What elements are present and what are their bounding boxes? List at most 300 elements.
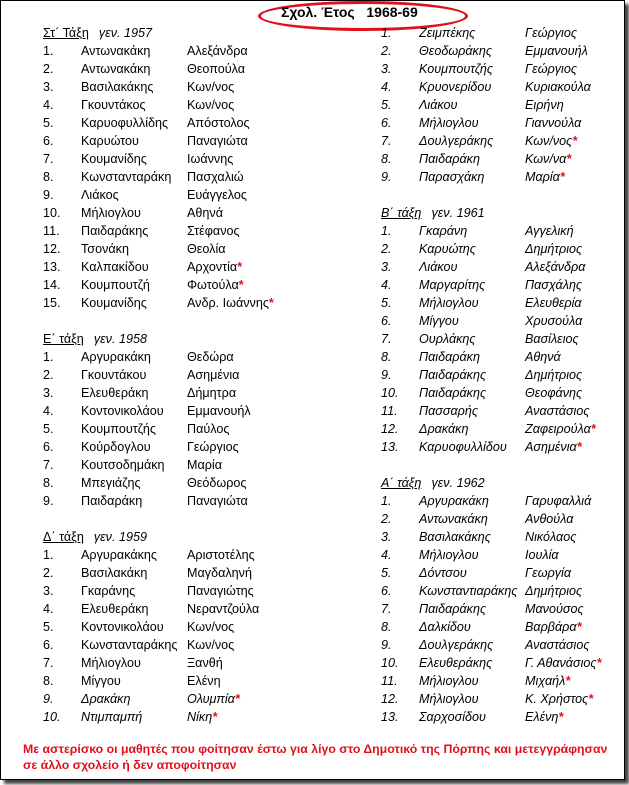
asterisk-mark: * (596, 656, 602, 670)
student-surname: Ελευθεράκη (81, 602, 149, 616)
row-number: 8. (381, 152, 392, 166)
student-firstname-cell (187, 672, 221, 690)
student-firstname: Απόστολος (187, 116, 250, 130)
student-firstname-cell (525, 24, 577, 42)
row-number: 6. (381, 314, 392, 328)
student-row (43, 384, 343, 402)
student-row (43, 60, 343, 78)
student-surname: Κουμπουτζής (81, 422, 156, 436)
student-firstname: Στέφανος (187, 224, 240, 238)
student-surname: Βασιλακάκη (81, 566, 148, 580)
student-row (43, 222, 343, 240)
student-firstname: Κων/νος (187, 620, 235, 634)
student-firstname: Δημήτριος (525, 242, 583, 256)
student-firstname: Ανδρ. Ιωάννης (187, 296, 269, 310)
asterisk-mark: * (576, 620, 582, 634)
student-firstname: Ασημένια (525, 440, 577, 454)
student-firstname: Ιωάννης (187, 152, 234, 166)
student-firstname: Χρυσούλα (525, 314, 583, 328)
row-number: 7. (43, 656, 54, 670)
student-row (43, 78, 343, 96)
student-surname: Δρακάκη (81, 692, 131, 706)
student-row (381, 258, 621, 276)
student-row (381, 384, 621, 402)
right-column (381, 24, 621, 726)
student-surname: Ζειμπέκης (419, 26, 476, 40)
row-number: 9. (381, 368, 392, 382)
group-spacer (43, 312, 343, 330)
row-number: 2. (43, 566, 54, 580)
student-firstname-cell (187, 114, 250, 132)
asterisk-mark: * (565, 674, 571, 688)
student-firstname: Αθηνά (525, 350, 561, 364)
student-firstname-cell (525, 258, 585, 276)
student-row (381, 222, 621, 240)
student-firstname: Μιχαήλ (525, 674, 566, 688)
student-firstname-cell (187, 618, 234, 636)
student-surname: Μήλιογλου (419, 296, 479, 310)
student-firstname-cell (525, 168, 565, 186)
student-row (381, 330, 621, 348)
student-surname: Παιδαράκης (419, 386, 487, 400)
student-firstname-cell (187, 582, 254, 600)
class-label: Α΄ τάξη (381, 476, 422, 490)
student-row (381, 672, 621, 690)
student-firstname: Δημήτριος (525, 584, 583, 598)
student-firstname: Παναγιώτης (187, 584, 254, 598)
student-surname: Κωνστανταράκης (81, 638, 178, 652)
student-row (381, 492, 621, 510)
student-firstname-cell (525, 312, 582, 330)
student-firstname: Νεραντζούλα (187, 602, 260, 616)
student-firstname-cell (187, 402, 251, 420)
row-number: 5. (381, 296, 392, 310)
student-firstname-cell (525, 222, 574, 240)
asterisk-mark: * (566, 152, 572, 166)
student-firstname: Πασχάλης (525, 278, 583, 292)
row-number: 3. (43, 386, 54, 400)
student-surname: Ντιμπαμπή (81, 710, 143, 724)
student-firstname-cell (525, 420, 596, 438)
student-surname: Κουμπουτζή (81, 278, 150, 292)
row-number: 13. (381, 710, 399, 724)
student-firstname: Αθηνά (187, 206, 223, 220)
student-row (381, 96, 621, 114)
student-firstname-cell (525, 492, 591, 510)
student-firstname: Θεδώρα (187, 350, 234, 364)
row-number: 5. (43, 620, 54, 634)
student-surname: Δαλκίδου (419, 620, 471, 634)
student-firstname-cell (525, 528, 576, 546)
student-firstname-cell (525, 510, 573, 528)
class-header (381, 474, 621, 492)
student-surname: Παιδαράκης (419, 602, 487, 616)
student-row (43, 546, 343, 564)
student-firstname: Ειρήνη (525, 98, 564, 112)
student-row (381, 150, 621, 168)
student-firstname-cell (187, 240, 226, 258)
student-firstname-cell (187, 348, 234, 366)
student-row (43, 42, 343, 60)
student-row (381, 582, 621, 600)
student-row (381, 24, 621, 42)
student-firstname: Μανούσος (525, 602, 584, 616)
row-number: 8. (381, 620, 392, 634)
class-header (381, 204, 621, 222)
student-surname: Ελευθεράκη (81, 386, 149, 400)
student-surname: Αντωνακάκη (419, 512, 488, 526)
row-number: 10. (381, 386, 399, 400)
student-surname: Δόντσου (419, 566, 467, 580)
student-row (381, 510, 621, 528)
student-surname: Αργυρακάκη (81, 350, 151, 364)
student-surname: Κοντονικολάου (81, 404, 164, 418)
student-firstname: Παναγιώτα (187, 494, 248, 508)
row-number: 5. (381, 98, 392, 112)
student-firstname-cell (187, 204, 223, 222)
student-surname: Λιάκου (419, 260, 458, 274)
footnote: Με αστερίσκο οι μαθητές που φοίτησαν έστω για λίγο στο Δημοτικό της Πόρπης και μετεγγράφησαν σε άλλο σχολείο ή δεν αποφοίτησαν (23, 742, 608, 772)
student-firstname-cell (187, 294, 274, 312)
student-row (43, 582, 343, 600)
student-firstname: Ελένη (525, 710, 559, 724)
student-firstname-cell (187, 150, 233, 168)
class-header (43, 528, 343, 546)
student-surname: Μήλιογλου (419, 116, 479, 130)
row-number: 1. (43, 548, 54, 562)
student-firstname: Βασίλειος (525, 332, 579, 346)
row-number: 11. (381, 404, 398, 418)
student-firstname-cell (187, 474, 247, 492)
student-firstname: Μαγδαληνή (187, 566, 252, 580)
student-surname: Κούρδογλου (81, 440, 151, 454)
student-firstname: Γεώργιος (525, 62, 577, 76)
student-firstname: Γεώργιος (187, 440, 239, 454)
student-row (381, 690, 621, 708)
student-firstname: Φωτούλα (187, 278, 239, 292)
birth-year-label: γεν. 1957 (98, 26, 153, 40)
student-firstname: Αλεξάνδρα (187, 44, 248, 58)
row-number: 6. (43, 440, 54, 454)
row-number: 7. (381, 602, 392, 616)
student-firstname: Αρχοντία (187, 260, 238, 274)
student-row (43, 654, 343, 672)
asterisk-mark: * (212, 710, 218, 724)
birth-year-label: γεν. 1959 (93, 530, 147, 544)
row-number: 12. (381, 422, 399, 436)
group-spacer (381, 186, 621, 204)
student-row (43, 348, 343, 366)
student-row (381, 402, 621, 420)
class-label: Στ΄ Τάξη (43, 26, 89, 40)
row-number: 4. (43, 98, 54, 112)
student-surname: Κουμπουτζής (419, 62, 494, 76)
student-firstname-cell (525, 564, 571, 582)
student-firstname: Θεοφάνης (525, 386, 583, 400)
student-firstname-cell (525, 618, 581, 636)
student-row (381, 348, 621, 366)
student-surname: Καρυώτης (419, 242, 476, 256)
row-number: 1. (381, 26, 392, 40)
student-row (43, 456, 343, 474)
student-firstname: Ξανθή (187, 656, 223, 670)
row-number: 14. (43, 278, 61, 292)
student-surname: Βασιλακάκης (81, 80, 154, 94)
group-spacer (381, 456, 621, 474)
student-firstname-cell (525, 366, 582, 384)
row-number: 1. (381, 494, 392, 508)
student-firstname: Ζαφειρούλα (525, 422, 591, 436)
row-number: 2. (381, 44, 392, 58)
row-number: 15. (43, 296, 61, 310)
student-row (381, 42, 621, 60)
student-surname: Μήλιογλου (81, 206, 141, 220)
asterisk-mark: * (238, 278, 244, 292)
asterisk-mark: * (558, 710, 564, 724)
student-firstname-cell (525, 654, 601, 672)
student-row (381, 564, 621, 582)
student-surname: Αντωνακάκη (81, 44, 151, 58)
row-number: 9. (43, 692, 54, 706)
student-firstname: Κων/νος (187, 80, 235, 94)
group-spacer (43, 510, 343, 528)
birth-year-label: γεν. 1958 (93, 332, 147, 346)
student-surname: Καρυοφυλλίδου (419, 440, 507, 454)
row-number: 7. (43, 458, 54, 472)
student-firstname: Δήμητρα (187, 386, 237, 400)
class-header (43, 330, 343, 348)
student-firstname-cell (525, 42, 588, 60)
student-firstname-cell (525, 240, 582, 258)
student-row (43, 564, 343, 582)
student-firstname-cell (187, 654, 223, 672)
student-firstname-cell (187, 168, 244, 186)
student-firstname-cell (187, 636, 234, 654)
row-number: 10. (43, 710, 61, 724)
row-number: 3. (43, 80, 54, 94)
student-row (43, 492, 343, 510)
student-surname: Καρυοφυλλίδης (81, 116, 169, 130)
student-surname: Γκουντάκου (81, 368, 147, 382)
row-number: 4. (381, 80, 392, 94)
row-number: 3. (381, 260, 392, 274)
student-firstname: Ιουλία (525, 548, 559, 562)
row-number: 11. (43, 224, 60, 238)
student-firstname-cell (187, 60, 245, 78)
student-firstname-cell (187, 276, 244, 294)
student-row (381, 528, 621, 546)
student-surname: Θεοδωράκης (419, 44, 492, 58)
student-row (43, 600, 343, 618)
student-row (381, 114, 621, 132)
student-surname: Αργυρακάκης (81, 548, 157, 562)
student-firstname: Αναστάσιος (525, 404, 590, 418)
student-firstname: Δημήτριος (525, 368, 583, 382)
student-surname: Κοντονικολάου (81, 620, 164, 634)
student-surname: Καρυώτου (81, 134, 139, 148)
student-row (43, 618, 343, 636)
student-firstname-cell (187, 78, 234, 96)
student-surname: Παιδαράκης (419, 368, 487, 382)
student-firstname-cell (525, 276, 582, 294)
row-number: 8. (381, 350, 392, 364)
student-firstname: Βαρβάρα (525, 620, 577, 634)
student-firstname-cell (187, 600, 259, 618)
student-firstname: Νίκη (187, 710, 213, 724)
student-surname: Μήλιογλου (81, 656, 141, 670)
row-number: 3. (43, 584, 54, 598)
student-firstname: Μαρία (525, 170, 560, 184)
student-firstname-cell (187, 546, 255, 564)
student-row (381, 366, 621, 384)
student-firstname: Κυριακούλα (525, 80, 591, 94)
student-firstname: Μαρία (187, 458, 223, 472)
student-firstname: Αναστάσιος (525, 638, 590, 652)
student-row (381, 168, 621, 186)
student-row (43, 186, 343, 204)
student-firstname: Θεολία (187, 242, 226, 256)
student-firstname-cell (525, 690, 593, 708)
student-row (381, 240, 621, 258)
student-firstname-cell (525, 294, 582, 312)
row-number: 5. (381, 566, 392, 580)
student-firstname-cell (187, 492, 248, 510)
student-firstname-cell (187, 564, 252, 582)
birth-year-label: γεν. 1962 (431, 476, 485, 490)
student-firstname-cell (187, 186, 247, 204)
student-firstname-cell (187, 438, 239, 456)
student-row (381, 60, 621, 78)
student-firstname-cell (187, 366, 239, 384)
student-surname: Μίγγου (81, 674, 121, 688)
student-surname: Σαρχοσίδου (419, 710, 486, 724)
student-firstname-cell (525, 150, 571, 168)
student-surname: Γκαράνη (419, 224, 468, 238)
student-firstname-cell (525, 438, 582, 456)
asterisk-mark: * (576, 440, 582, 454)
student-firstname: Κων/νος (187, 638, 235, 652)
row-number: 5. (43, 116, 54, 130)
page-title: Σχολ. Έτος 1968-69 (281, 4, 418, 20)
row-number: 2. (381, 242, 392, 256)
student-firstname: Γαρυφαλλιά (525, 494, 592, 508)
student-surname: Μίγγου (419, 314, 459, 328)
asterisk-mark: * (234, 692, 240, 706)
student-firstname-cell (525, 60, 577, 78)
row-number: 8. (43, 476, 54, 490)
student-surname: Μαργαρίτης (419, 278, 486, 292)
student-firstname: Κ. Χρήστος (525, 692, 589, 706)
row-number: 6. (43, 134, 54, 148)
student-surname: Παιδαράκη (419, 350, 480, 364)
student-surname: Δουλγεράκης (419, 134, 494, 148)
asterisk-mark: * (572, 134, 578, 148)
student-row (43, 420, 343, 438)
student-firstname-cell (187, 456, 222, 474)
student-row (43, 204, 343, 222)
student-row (43, 690, 343, 708)
student-row (381, 600, 621, 618)
row-number: 6. (381, 116, 392, 130)
student-row (43, 474, 343, 492)
student-firstname: Κων/νος (187, 98, 235, 112)
row-number: 8. (43, 674, 54, 688)
student-surname: Γκαράνης (81, 584, 136, 598)
student-row (43, 240, 343, 258)
student-row (381, 312, 621, 330)
student-firstname-cell (525, 402, 589, 420)
student-row (381, 132, 621, 150)
student-firstname-cell (187, 708, 217, 726)
student-firstname: Πασχαλιώ (187, 170, 244, 184)
student-surname: Τσονάκη (81, 242, 129, 256)
student-firstname-cell (525, 384, 582, 402)
row-number: 4. (43, 602, 54, 616)
student-firstname-cell (187, 42, 248, 60)
student-surname: Δρακάκη (419, 422, 469, 436)
student-surname: Κρυονερίδου (419, 80, 492, 94)
row-number: 13. (381, 440, 399, 454)
student-surname: Πασσαρής (419, 404, 479, 418)
asterisk-mark: * (268, 296, 274, 310)
row-number: 8. (43, 170, 54, 184)
row-number: 11. (381, 674, 398, 688)
row-number: 6. (381, 584, 392, 598)
student-surname: Κωνσταντιαράκης (419, 584, 518, 598)
student-firstname: Ελευθερία (525, 296, 582, 310)
student-surname: Κουμανίδης (81, 296, 147, 310)
student-surname: Αντωνακάκη (81, 62, 151, 76)
student-firstname-cell (525, 330, 579, 348)
asterisk-mark: * (559, 170, 565, 184)
row-number: 6. (43, 638, 54, 652)
student-firstname: Γ. Αθανάσιος (525, 656, 597, 670)
row-number: 10. (381, 656, 399, 670)
row-number: 2. (43, 368, 54, 382)
student-firstname-cell (187, 258, 242, 276)
student-row (381, 636, 621, 654)
asterisk-mark: * (590, 422, 596, 436)
student-firstname: Ασημένια (187, 368, 240, 382)
student-firstname-cell (525, 78, 591, 96)
row-number: 1. (43, 350, 54, 364)
student-row (381, 420, 621, 438)
student-row (43, 672, 343, 690)
row-number: 4. (381, 548, 392, 562)
row-number: 7. (381, 134, 392, 148)
asterisk-mark: * (237, 260, 243, 274)
class-label: Δ΄ τάξη (43, 530, 84, 544)
student-firstname: Εμμανουήλ (187, 404, 251, 418)
student-surname: Κουτσοδημάκη (81, 458, 165, 472)
class-label: Ε΄ τάξη (43, 332, 84, 346)
student-firstname-cell (525, 348, 561, 366)
row-number: 9. (381, 170, 392, 184)
student-surname: Αργυρακάκη (419, 494, 489, 508)
student-surname: Μπεγιάζης (81, 476, 141, 490)
student-firstname: Κων/να (525, 152, 567, 166)
student-row (43, 438, 343, 456)
student-firstname: Ευάγγελος (187, 188, 247, 202)
student-surname: Καλπακίδου (81, 260, 149, 274)
student-row (381, 276, 621, 294)
asterisk-mark: * (588, 692, 594, 706)
student-firstname: Παναγιώτα (187, 134, 248, 148)
student-surname: Λιάκος (81, 188, 119, 202)
student-firstname: Αλεξάνδρα (525, 260, 586, 274)
student-firstname-cell (525, 708, 563, 726)
student-firstname: Εμμανουήλ (525, 44, 588, 58)
